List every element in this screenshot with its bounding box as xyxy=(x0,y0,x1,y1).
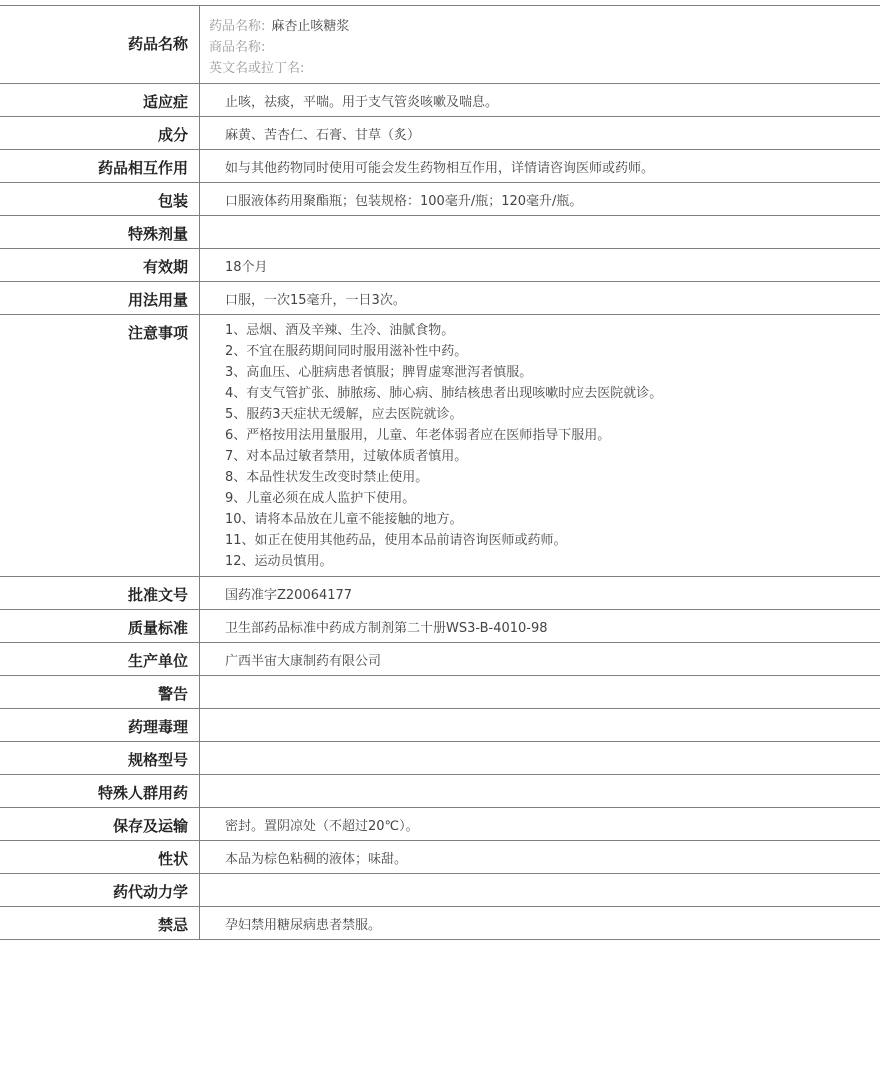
row-label: 药理毒理 xyxy=(0,709,200,741)
row-label: 有效期 xyxy=(0,249,200,281)
row-value xyxy=(200,709,880,741)
value-text: 止咳，祛痰，平喘。用于支气管炎咳嗽及喘息。 xyxy=(225,95,499,110)
row-value xyxy=(200,907,880,939)
row-value xyxy=(200,183,880,215)
latin-name-line xyxy=(209,58,880,79)
table-row xyxy=(0,282,880,315)
row-value xyxy=(200,742,880,774)
table-row xyxy=(0,742,880,775)
value-text: 口服，一次15毫升，一日3次。 xyxy=(225,293,406,308)
table-row xyxy=(0,216,880,249)
row-label: 禁忌 xyxy=(0,907,200,939)
table-row xyxy=(0,709,880,742)
row-label: 生产单位 xyxy=(0,643,200,675)
field-key: 药品名称: xyxy=(209,19,266,34)
precaution-item: 7、对本品过敏者禁用，过敏体质者慎用。 xyxy=(225,449,468,464)
row-label: 保存及运输 xyxy=(0,808,200,840)
row-value xyxy=(200,874,880,906)
precaution-item: 8、本品性状发生改变时禁止使用。 xyxy=(225,470,429,485)
row-label: 特殊剂量 xyxy=(0,216,200,248)
table-row xyxy=(0,577,880,610)
table-row xyxy=(0,907,880,940)
row-label: 药品相互作用 xyxy=(0,150,200,182)
table-row xyxy=(0,676,880,709)
table-row xyxy=(0,643,880,676)
row-value xyxy=(200,282,880,314)
row-label: 质量标准 xyxy=(0,610,200,642)
row-value xyxy=(200,643,880,675)
generic-name-line xyxy=(209,16,880,37)
table-row xyxy=(0,874,880,907)
row-value xyxy=(200,6,880,83)
table-row xyxy=(0,117,880,150)
row-value xyxy=(200,775,880,807)
row-label: 性状 xyxy=(0,841,200,873)
row-value xyxy=(200,315,880,576)
table-row xyxy=(0,808,880,841)
precaution-item: 2、不宜在服药期间同时服用滋补性中药。 xyxy=(225,344,468,359)
field-key: 商品名称: xyxy=(209,40,266,55)
row-label: 特殊人群用药 xyxy=(0,775,200,807)
row-value xyxy=(200,577,880,609)
precaution-item: 6、严格按用法用量服用，儿童、年老体弱者应在医师指导下服用。 xyxy=(225,428,611,443)
value-text: 麻黄、苦杏仁、石膏、甘草（炙） xyxy=(225,128,421,143)
row-value xyxy=(200,808,880,840)
row-label: 用法用量 xyxy=(0,282,200,314)
precaution-item: 12、运动员慎用。 xyxy=(225,554,333,569)
value-text: 口服液体药用聚酯瓶；包装规格：100毫升/瓶；120毫升/瓶。 xyxy=(225,194,583,209)
row-value xyxy=(200,841,880,873)
field-value: 麻杏止咳糖浆 xyxy=(271,19,350,34)
value-text: 孕妇禁用糖尿病患者禁服。 xyxy=(225,918,382,933)
row-value xyxy=(200,249,880,281)
table-row xyxy=(0,315,880,577)
value-text: 如与其他药物同时使用可能会发生药物相互作用，详情请咨询医师或药师。 xyxy=(225,161,655,176)
table-row xyxy=(0,610,880,643)
table-row xyxy=(0,775,880,808)
precaution-item: 4、有支气管扩张、肺脓疡、肺心病、肺结核患者出现咳嗽时应去医院就诊。 xyxy=(225,386,663,401)
field-key: 英文名或拉丁名: xyxy=(209,61,305,76)
precaution-item: 11、如正在使用其他药品，使用本品前请咨询医师或药师。 xyxy=(225,533,567,548)
value-text: 卫生部药品标准中药成方制剂第二十册WS3-B-4010-98 xyxy=(225,621,548,636)
table-row xyxy=(0,841,880,874)
drug-info-table xyxy=(0,5,880,940)
row-label: 注意事项 xyxy=(0,315,200,576)
precaution-item: 5、服药3天症状无缓解，应去医院就诊。 xyxy=(225,407,463,422)
precaution-item: 3、高血压、心脏病患者慎服；脾胃虚寒泄泻者慎服。 xyxy=(225,365,533,380)
row-label: 包装 xyxy=(0,183,200,215)
value-text: 国药准字Z20064177 xyxy=(225,588,353,603)
row-label: 药代动力学 xyxy=(0,874,200,906)
row-label: 成分 xyxy=(0,117,200,149)
row-value xyxy=(200,150,880,182)
precaution-item: 1、忌烟、酒及辛辣、生冷、油腻食物。 xyxy=(225,323,455,338)
table-body xyxy=(0,84,880,940)
row-label: 规格型号 xyxy=(0,742,200,774)
row-label: 药品名称 xyxy=(0,6,200,83)
value-text: 广西半宙大康制药有限公司 xyxy=(225,654,382,669)
row-value xyxy=(200,117,880,149)
table-row xyxy=(0,84,880,117)
precaution-item: 9、儿童必须在成人监护下使用。 xyxy=(225,491,416,506)
table-row xyxy=(0,150,880,183)
row-value xyxy=(200,84,880,116)
row-label: 警告 xyxy=(0,676,200,708)
table-row xyxy=(0,183,880,216)
row-label: 适应症 xyxy=(0,84,200,116)
table-row xyxy=(0,249,880,282)
value-text: 本品为棕色粘稠的液体；味甜。 xyxy=(225,852,408,867)
precaution-item: 10、请将本品放在儿童不能接触的地方。 xyxy=(225,512,463,527)
trade-name-line xyxy=(209,37,880,58)
value-text: 密封。置阴凉处（不超过20℃）。 xyxy=(225,819,419,834)
row-label: 批准文号 xyxy=(0,577,200,609)
row-value xyxy=(200,676,880,708)
row-value xyxy=(200,610,880,642)
table-row-drug-name xyxy=(0,6,880,84)
value-text: 18个月 xyxy=(225,260,268,275)
row-value xyxy=(200,216,880,248)
